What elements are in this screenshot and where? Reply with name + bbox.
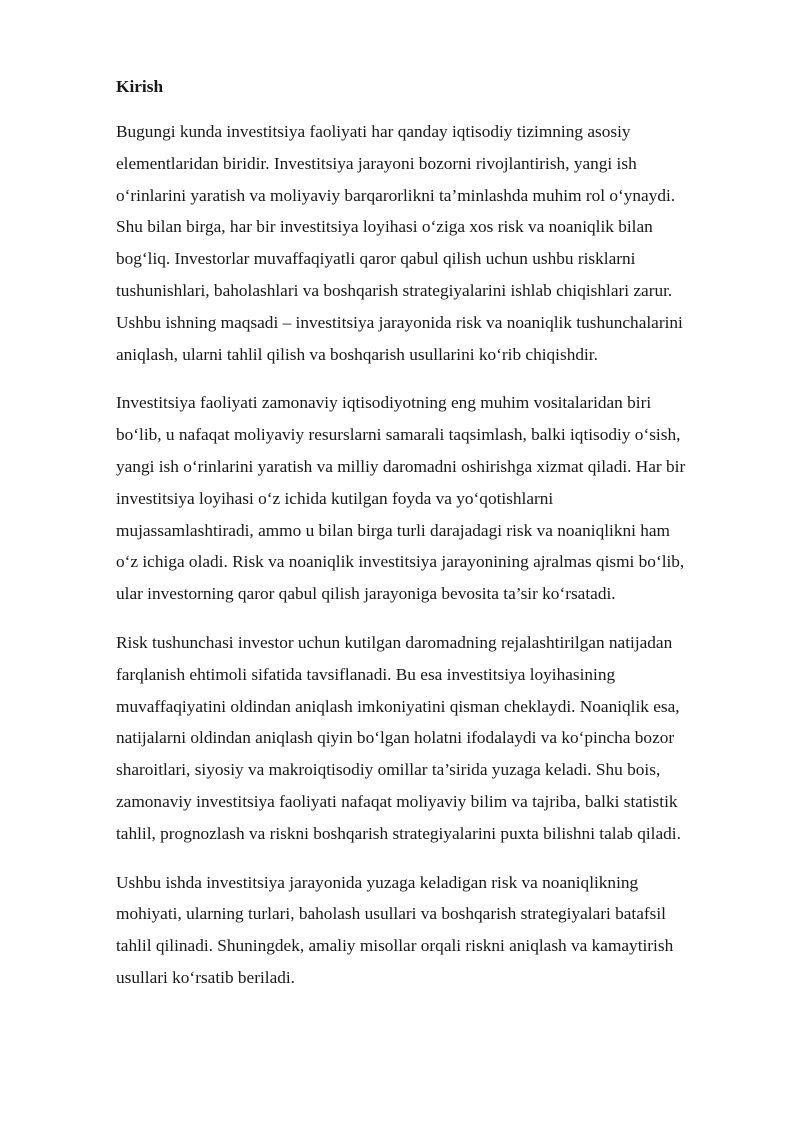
text-line: investitsiya loyihasi o‘z ichida kutilgan foyda va yo‘qotishlarni <box>116 488 554 508</box>
text-line: o‘z ichiga oladi. Risk va noaniqlik investitsiya jarayonining ajralmas qismi bo‘lib, <box>116 552 685 572</box>
text-line: o‘rinlarini yaratish va moliyaviy barqarorlikni ta’minlashda muhim rol o‘ynaydi. <box>116 185 676 205</box>
text-line: yangi ish o‘rinlarini yaratish va milliy daromadni oshirishga xizmat qiladi. Har bir <box>116 456 686 476</box>
text-line: farqlanish ehtimoli sifatida tavsiflanadi. Bu esa investitsiya loyihasining <box>116 664 616 684</box>
text-line: Bugungi kunda investitsiya faoliyati har qanday iqtisodiy tizimning asosiy <box>116 122 631 141</box>
paragraph-4 <box>116 867 740 994</box>
section-heading: Kirish <box>116 77 164 96</box>
text-line: elementlaridan biridir. Investitsiya jarayoni bozorni rivojlantirish, yangi ish <box>116 153 637 173</box>
text-line: bo‘lib, u nafaqat moliyaviy resurslarni samarali taqsimlash, balki iqtisodiy o‘sish, <box>116 425 681 445</box>
text-line: tahlil qilinadi. Shuningdek, amaliy misollar orqali riskni aniqlash va kamaytirish <box>116 936 674 956</box>
text-line: ular investorning qaror qabul qilish jarayoniga bevosita ta’sir ko‘rsatadi. <box>116 584 616 604</box>
text-line: tushunishlari, baholashlari va boshqarish strategiyalarini ishlab chiqishlari zarur. <box>116 280 673 300</box>
text-line: Investitsiya faoliyati zamonaviy iqtisodiyotning eng muhim vositalaridan biri <box>116 393 652 413</box>
paragraph-3 <box>116 627 740 850</box>
text-line: Ushbu ishda investitsiya jarayonida yuzaga keladigan risk va noaniqlikning <box>116 872 639 892</box>
text-line: zamonaviy investitsiya faoliyati nafaqat moliyaviy bilim va tajriba, balki statistik <box>116 791 678 811</box>
text-line: tahlil, prognozlash va riskni boshqarish strategiyalarini puxta bilishni talab qiladi. <box>116 823 681 843</box>
paragraph-1 <box>116 116 740 370</box>
text-line: aniqlash, ularni tahlil qilish va boshqarish usullarini ko‘rib chiqishdir. <box>116 344 598 364</box>
paragraph-2 <box>116 387 740 610</box>
text-line: mujassamlashtiradi, ammo u bilan birga turli darajadagi risk va noaniqlikni ham <box>116 520 670 540</box>
text-line: natijalarni oldindan aniqlash qiyin bo‘lgan holatni ifodalaydi va ko‘pincha bozor <box>116 728 675 748</box>
text-line: muvaffaqiyatini oldindan aniqlash imkoniyatini qisman cheklaydi. Noaniqlik esa, <box>116 696 680 716</box>
text-line: Risk tushunchasi investor uchun kutilgan daromadning rejalashtirilgan natijadan <box>116 632 673 652</box>
text-line: sharoitlari, siyosiy va makroiqtisodiy omillar ta’sirida yuzaga keladi. Shu bois, <box>116 760 661 780</box>
text-line: Ushbu ishning maqsadi – investitsiya jarayonida risk va noaniqlik tushunchalarini <box>116 312 683 332</box>
document-body <box>116 74 740 1011</box>
text-line: Shu bilan birga, har bir investitsiya loyihasi o‘ziga xos risk va noaniqlik bilan <box>116 217 653 237</box>
text-line: usullari ko‘rsatib beriladi. <box>116 967 296 987</box>
text-line: mohiyati, ularning turlari, baholash usullari va boshqarish strategiyalari batafsil <box>116 904 666 924</box>
text-line: bog‘liq. Investorlar muvaffaqiyatli qaror qabul qilish uchun ushbu risklarni <box>116 249 636 269</box>
